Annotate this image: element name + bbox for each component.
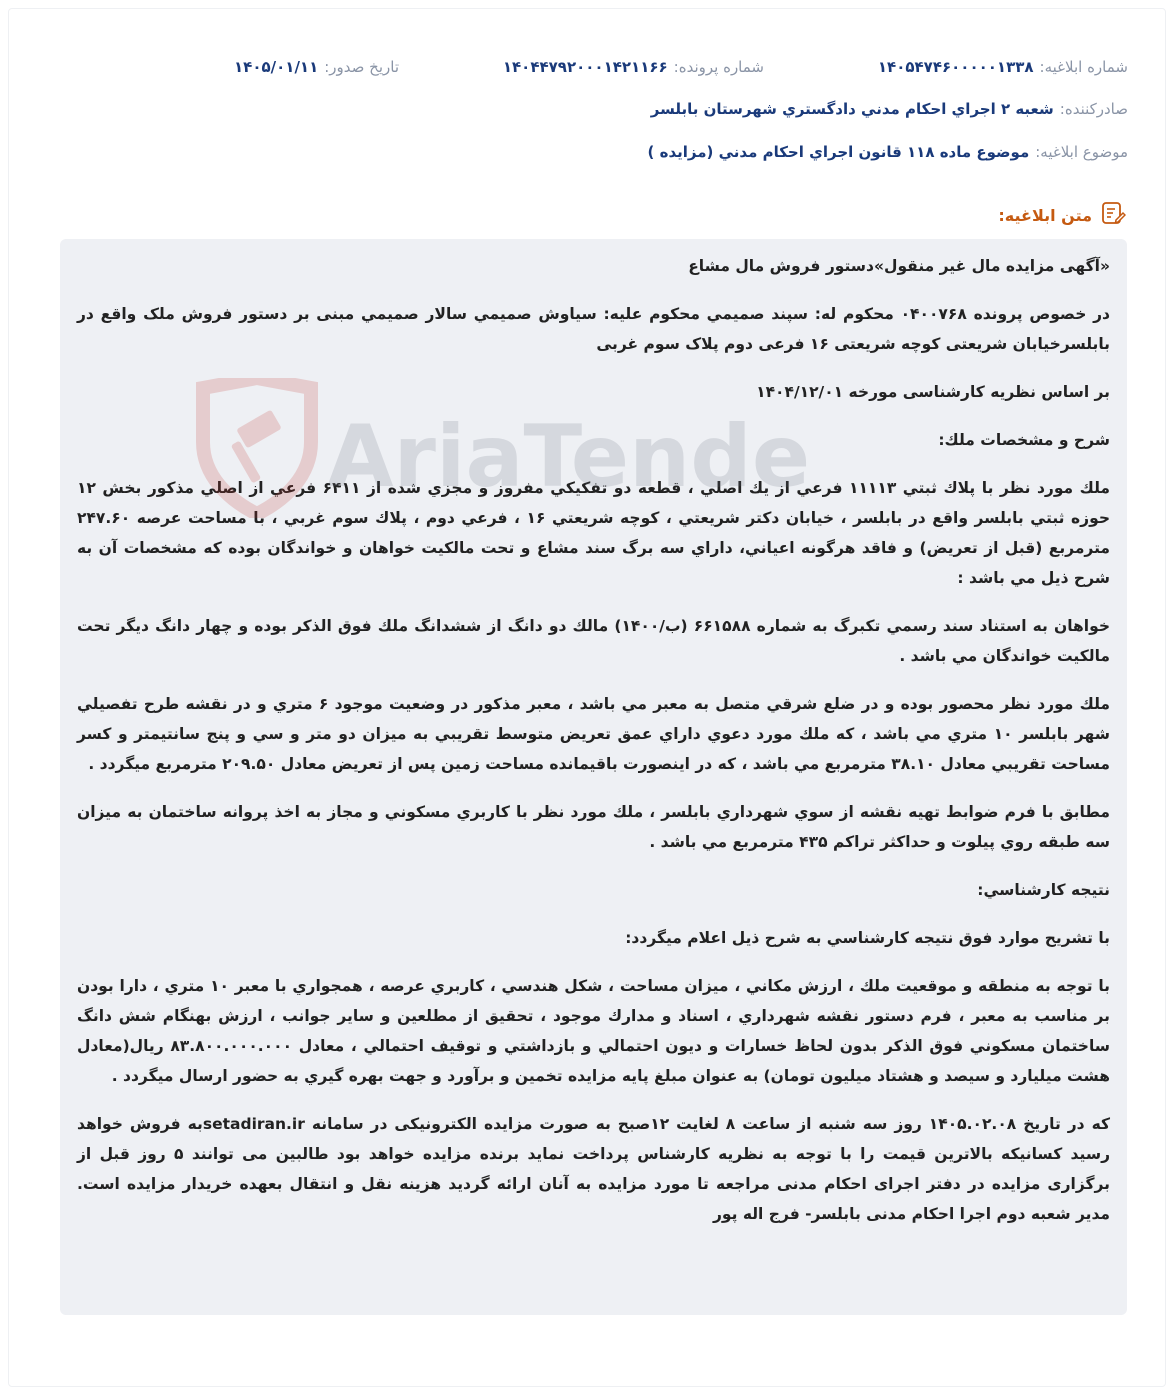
notice-body [60, 239, 1127, 1315]
case-number-value: ۱۴۰۴۴۷۹۲۰۰۰۱۴۲۱۱۶۶ [502, 58, 668, 76]
paragraph-expert-date: بر اساس نظریه کارشناسی مورخه ۱۴۰۴/۱۲/۰۱ [756, 383, 1110, 401]
paragraph-case: در خصوص پرونده ۰۴۰۰۷۶۸ محکوم له: سپند صميمي محکوم علیه: سياوش صميمي سالار صميمي مبنی بر دستور فروش ملک واقع در بابلسرخیابان شریعتی کوچه شریعتی ۱۶ فرعی دوم پلاک سوم غربی [77, 305, 1110, 353]
paragraph-zoning: مطابق با فرم ضوابط تهيه نقشه از سوي شهرداري بابلسر ، ملك مورد نظر با كاربري مسكوني و مجاز به اخذ پروانه ساختمان به ميزان سه طبقه روي پيلوت و حداكثر تراكم ۴۳۵ مترمربع مي باشد . [77, 803, 1110, 851]
notice-number-field [878, 58, 1128, 76]
paragraph-property-desc: ملك مورد نظر با پلاك ثبتي ۱۱۱۱۳ فرعي از يك اصلي ، قطعه دو تفكيكي مفروز و مجزي شده از ۶۴۱۱ فرعي از اصلي مذكور بخش ۱۲ حوزه ثبتي بابلسر واقع در بابلسر ، خيابان دكتر شريعتي ، كوچه شريعتي ۱۶ ، فرعي دوم ، پلاك سوم غربي ، با مساحت عرصه ۲۴۷.۶۰ مترمربع (قبل از تعريض) و فاقد هرگونه اعياني، داراي سه برگ سند مشاع و تحت مالكيت خواهان و خواندگان بوده كه مشخصات آن به شرح ذيل مي باشد : [77, 479, 1110, 587]
paragraph-ownership: خواهان به استناد سند رسمي تكبرگ به شماره ۶۶۱۵۸۸ (ب/۱۴۰۰) مالك دو دانگ از ششدانگ ملك فوق الذكر بوده و چهار دانگ ديگر تحت مالكيت خواندگان مي باشد . [77, 617, 1111, 665]
subject-label: موضوع ابلاغیه: [1035, 143, 1128, 161]
issue-date-label: تاریخ صدور: [324, 58, 399, 76]
paragraph-valuation: با توجه به منطقه و موقعيت ملك ، ارزش مكاني ، ميزان مساحت ، شكل هندسي ، كاربري عرصه ، همجواري با معبر ۱۰ متري ، دارا بودن بر مناسب به معبر ، فرم دستور نقشه شهرداري ، اسناد و مدارك موجود ، تحقيق از مطلعين و ساير جوانب ، ارزش بهنگام شش دانگ ساختمان مسكوني فوق الذكر بدون لحاظ خسارات و ديون احتمالي و بازداشتي و توقيف احتمالي ، معادل ۸۳.۸۰۰.۰۰۰.۰۰۰ ريال(معادل هشت ميليارد و سيصد و هشتاد ميليون تومان) به عنوان مبلغ پايه مزايده تخمين و برآورد و جهت بهره گيري به حضور ارسال ميگردد . [77, 977, 1111, 1085]
paragraph-access: ملك مورد نظر محصور بوده و در ضلع شرقي متصل به معبر مي باشد ، معبر مذكور در وضعيت موجود ۶ متري و در نقشه طرح تفصيلي شهر بابلسر ۱۰ متري مي باشد ، كه ملك مورد دعوي داراي عمق تعريض متوسط تقريبي به ميزان دو متر و سي و پنج سانتيمتر و كسر مساحت تقريبي معادل ۳۸.۱۰ مترمربع مي باشد ، كه در اينصورت باقيمانده مساحت زمين پس از تعريض معادل ۲۰۹.۵۰ مترمربع ميگردد . [77, 695, 1110, 773]
notice-text-title: متن ابلاغیه: [998, 205, 1092, 225]
case-number-field [503, 58, 764, 76]
issuer-label: صادرکننده: [1059, 100, 1128, 118]
issue-date-value: ۱۴۰۵/۰۱/۱۱ [234, 58, 319, 76]
paragraph-title: «آگهی مزایده مال غیر منقول»دستور فروش مال مشاع [688, 257, 1110, 275]
subject-field [648, 143, 1128, 161]
case-number-label: شماره پرونده: [673, 58, 764, 76]
subject-value: موضوع ماده ۱۱۸ قانون اجراي احكام مدني (مزايده ) [647, 143, 1030, 161]
notice-text-heading [998, 200, 1126, 230]
meta-top-row [0, 58, 1174, 82]
paragraph-spec-heading: شرح و مشخصات ملك: [938, 431, 1110, 449]
paragraph-result-heading: نتيجه كارشناسي: [977, 881, 1110, 899]
notice-number-value: ۱۴۰۵۴۷۴۶۰۰۰۰۰۱۳۳۸ [877, 58, 1034, 76]
note-edit-icon [1100, 200, 1126, 230]
paragraph-result-intro: با تشريح موارد فوق نتيجه كارشناسي به شرح ذيل اعلام ميگردد: [625, 929, 1110, 947]
issuer-field [651, 100, 1128, 118]
issuer-value: شعبه ۲ اجراي احكام مدني دادگستري شهرستان بابلسر [650, 100, 1054, 118]
issue-date-field [234, 58, 399, 76]
paragraph-auction: که در تاریخ ۱۴۰۵.۰۲.۰۸ روز سه شنبه از ساعت ۸ لغایت ۱۲صبح به صورت مزایده الکترونیکی در سامانه setadiran.irبه فروش خواهد رسید کسانیکه بالاترین قیمت را با توجه به نظریه کارشناس پرداخت نماید برنده مزایده خواهد بود طالبین می توانند ۵ روز قبل از برگزاری مزایده در دفتر اجرای احکام مدنی مراجعه تا مورد مزایده به آنان ارائه گردید هزینه نقل و انتقال بعهده خریدار مزایده است. مدير شعبه دوم اجرا احکام مدنی بابلسر- فرج اله پور [77, 1115, 1111, 1223]
notice-number-label: شماره ابلاغیه: [1039, 58, 1128, 76]
